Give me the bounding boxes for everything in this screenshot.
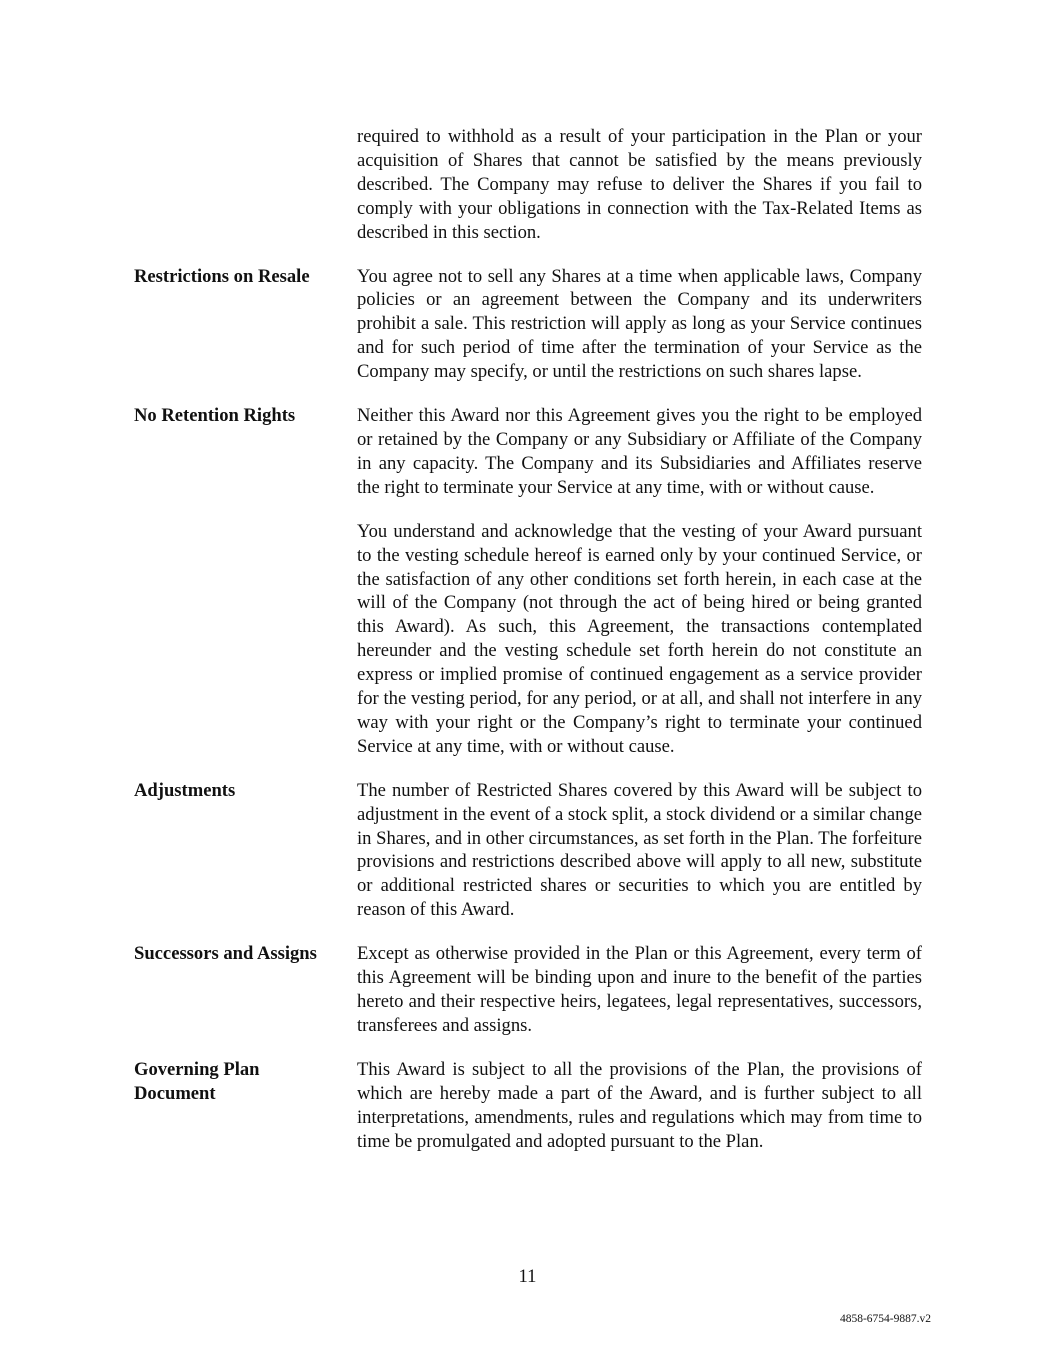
page-number: 11	[518, 1266, 537, 1287]
section-governing-plan-document	[134, 1058, 922, 1154]
section-heading: Governing Plan Document	[134, 1058, 260, 1104]
section-heading: Adjustments	[134, 779, 236, 801]
section-body	[357, 942, 922, 1038]
section-paragraph: The number of Restricted Shares covered by this Award will be subject to adjustment in the event of a stock split, a stock dividend or a similar change in Shares, and in other circumstances, as set forth in the Plan. The forfeiture provisions and restrictions described above will apply to all new, substitute or additional restricted shares or securities to which you are entitled by reason of this Award.	[357, 779, 922, 921]
section-heading: Successors and Assigns	[134, 943, 317, 965]
continuation-paragraph: required to withhold as a result of your participation in the Plan or your acquisition of Shares that cannot be satisfied by the means previously described. The Company may refuse to deliver the Shares if you fail to comply with your obligations in connection with the Tax-Related Items as described in this section.	[357, 126, 922, 243]
section-body	[357, 1058, 922, 1154]
section-paragraph: This Award is subject to all the provisions of the Plan, the provisions of which are hereby made a part of the Award, and is further subject to all interpretations, amendments, rules and regulations which may from time to time be promulgated and adopted pursuant to the Plan.	[357, 1058, 922, 1152]
section-heading: Restrictions on Resale	[134, 265, 310, 287]
section-body	[357, 265, 922, 385]
document-id: 4858-6754-9887.v2	[839, 1313, 931, 1325]
section-body	[357, 779, 922, 922]
section-paragraph: Except as otherwise provided in the Plan or this Agreement, every term of this Agreement will be binding upon and inure to the benefit of the parties hereto and their respective heirs, legatees, legal representatives, successors, transferees and assigns.	[357, 943, 922, 1036]
section-paragraph: Neither this Award nor this Agreement gives you the right to be employed or retained by the Company or any Subsidiary or Affiliate of the Company in any capacity. The Company and its Subsidiaries and Affiliates reserve the right to terminate your Service at any time, with or without cause.	[357, 405, 922, 498]
section-no-retention-rights	[134, 404, 922, 759]
document-body	[134, 125, 922, 1173]
continuation-section	[134, 125, 922, 245]
section-body	[357, 404, 922, 759]
section-heading: No Retention Rights	[134, 405, 296, 427]
section-restrictions-on-resale	[134, 265, 922, 385]
continuation-body	[357, 125, 922, 245]
section-adjustments	[134, 779, 922, 922]
section-paragraph: You agree not to sell any Shares at a time when applicable laws, Company policies or an agreement between the Company and its underwriters prohibit a sale. This restriction will apply as long as your Service continues and for such period of time after the termination of your Service as the Company may specify, or until the restrictions on such shares lapse.	[357, 265, 922, 383]
section-paragraph: You understand and acknowledge that the vesting of your Award pursuant to the vesting schedule hereof is earned only by your continued Service, or the satisfaction of any other conditions set forth herein, in each case at the will of the Company (not through the act of being hired or being granted this Award). As such, this Agreement, the transactions contemplated hereunder and the vesting schedule set forth herein do not constitute an express or implied promise of continued engagement as a service provider for the vesting period, for any period, or at all, and shall not interfere in any way with your right or the Company’s right to terminate your continued Service at any time, with or without cause.	[357, 520, 922, 757]
section-successors-and-assigns	[134, 942, 922, 1038]
